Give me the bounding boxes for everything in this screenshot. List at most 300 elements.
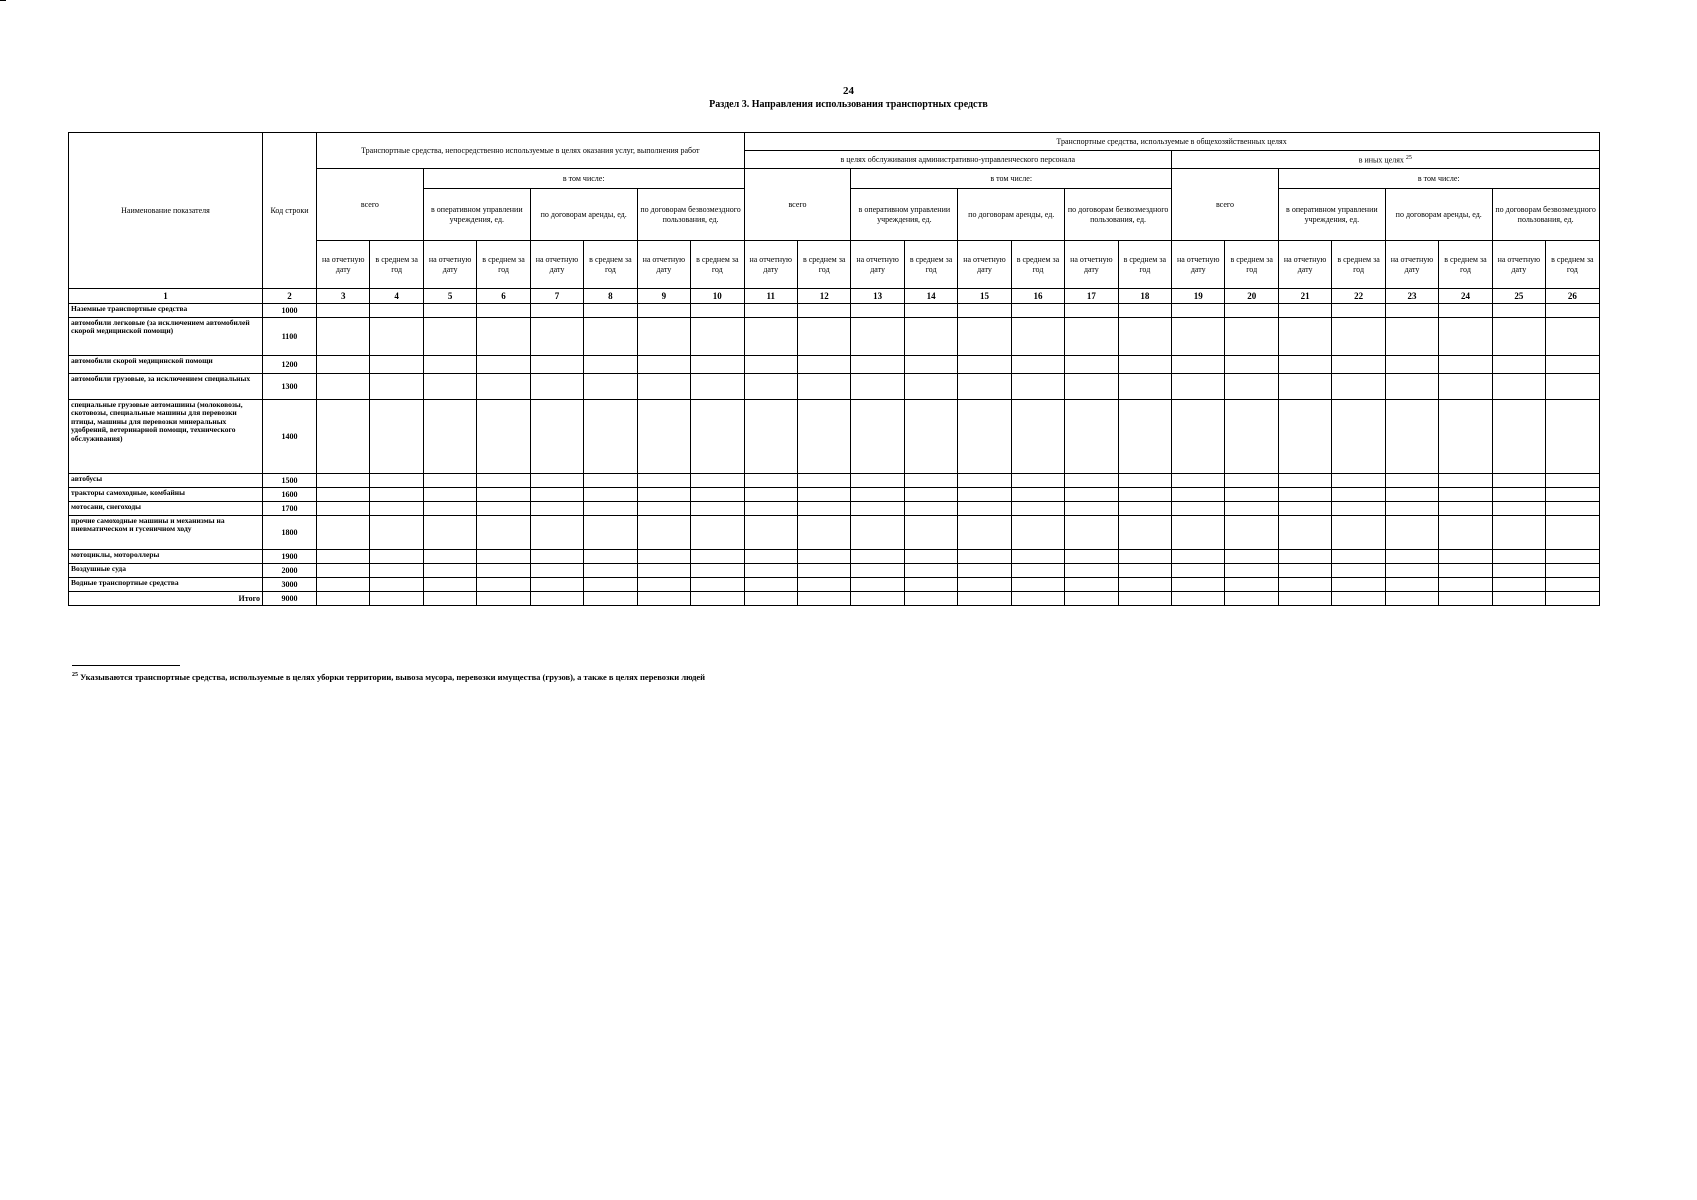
data-cell[interactable] bbox=[1118, 592, 1171, 606]
data-cell[interactable] bbox=[584, 304, 637, 318]
data-cell[interactable] bbox=[423, 516, 476, 550]
data-cell[interactable] bbox=[370, 564, 423, 578]
data-cell[interactable] bbox=[1065, 318, 1118, 356]
data-cell[interactable] bbox=[1278, 374, 1331, 400]
data-cell[interactable] bbox=[1385, 488, 1438, 502]
data-cell[interactable] bbox=[1278, 304, 1331, 318]
data-cell[interactable] bbox=[530, 318, 583, 356]
data-cell[interactable] bbox=[637, 318, 690, 356]
data-cell[interactable] bbox=[691, 400, 744, 474]
data-cell[interactable] bbox=[958, 516, 1011, 550]
data-cell[interactable] bbox=[851, 488, 904, 502]
data-cell[interactable] bbox=[691, 578, 744, 592]
data-cell[interactable] bbox=[1385, 550, 1438, 564]
data-cell[interactable] bbox=[1065, 564, 1118, 578]
data-cell[interactable] bbox=[691, 488, 744, 502]
data-cell[interactable] bbox=[744, 592, 797, 606]
data-cell[interactable] bbox=[958, 550, 1011, 564]
data-cell[interactable] bbox=[1546, 474, 1599, 488]
data-cell[interactable] bbox=[1439, 592, 1492, 606]
data-cell[interactable] bbox=[1225, 304, 1278, 318]
data-cell[interactable] bbox=[1439, 550, 1492, 564]
data-cell[interactable] bbox=[477, 578, 530, 592]
data-cell[interactable] bbox=[1492, 564, 1545, 578]
data-cell[interactable] bbox=[797, 564, 850, 578]
data-cell[interactable] bbox=[370, 474, 423, 488]
data-cell[interactable] bbox=[477, 318, 530, 356]
data-cell[interactable] bbox=[797, 516, 850, 550]
data-cell[interactable] bbox=[317, 374, 370, 400]
data-cell[interactable] bbox=[1546, 318, 1599, 356]
data-cell[interactable] bbox=[584, 578, 637, 592]
data-cell[interactable] bbox=[1385, 516, 1438, 550]
data-cell[interactable] bbox=[1439, 304, 1492, 318]
data-cell[interactable] bbox=[1172, 318, 1225, 356]
data-cell[interactable] bbox=[1118, 318, 1171, 356]
data-cell[interactable] bbox=[1225, 502, 1278, 516]
data-cell[interactable] bbox=[1011, 488, 1064, 502]
data-cell[interactable] bbox=[851, 400, 904, 474]
data-cell[interactable] bbox=[958, 474, 1011, 488]
data-cell[interactable] bbox=[797, 550, 850, 564]
data-cell[interactable] bbox=[1385, 356, 1438, 374]
data-cell[interactable] bbox=[1065, 304, 1118, 318]
data-cell[interactable] bbox=[1065, 502, 1118, 516]
data-cell[interactable] bbox=[1225, 400, 1278, 474]
data-cell[interactable] bbox=[744, 374, 797, 400]
data-cell[interactable] bbox=[317, 400, 370, 474]
data-cell[interactable] bbox=[904, 516, 957, 550]
data-cell[interactable] bbox=[904, 318, 957, 356]
data-cell[interactable] bbox=[851, 592, 904, 606]
data-cell[interactable] bbox=[958, 304, 1011, 318]
data-cell[interactable] bbox=[637, 474, 690, 488]
data-cell[interactable] bbox=[530, 304, 583, 318]
data-cell[interactable] bbox=[1065, 592, 1118, 606]
data-cell[interactable] bbox=[1439, 502, 1492, 516]
data-cell[interactable] bbox=[1172, 488, 1225, 502]
data-cell[interactable] bbox=[1332, 564, 1385, 578]
data-cell[interactable] bbox=[1225, 516, 1278, 550]
data-cell[interactable] bbox=[1065, 516, 1118, 550]
data-cell[interactable] bbox=[958, 488, 1011, 502]
data-cell[interactable] bbox=[958, 356, 1011, 374]
data-cell[interactable] bbox=[370, 578, 423, 592]
data-cell[interactable] bbox=[477, 550, 530, 564]
data-cell[interactable] bbox=[1011, 564, 1064, 578]
data-cell[interactable] bbox=[1385, 318, 1438, 356]
data-cell[interactable] bbox=[1439, 564, 1492, 578]
data-cell[interactable] bbox=[423, 550, 476, 564]
data-cell[interactable] bbox=[1332, 318, 1385, 356]
data-cell[interactable] bbox=[584, 374, 637, 400]
data-cell[interactable] bbox=[797, 356, 850, 374]
data-cell[interactable] bbox=[744, 550, 797, 564]
data-cell[interactable] bbox=[1065, 374, 1118, 400]
data-cell[interactable] bbox=[691, 502, 744, 516]
data-cell[interactable] bbox=[637, 592, 690, 606]
data-cell[interactable] bbox=[744, 474, 797, 488]
data-cell[interactable] bbox=[744, 488, 797, 502]
data-cell[interactable] bbox=[1118, 474, 1171, 488]
data-cell[interactable] bbox=[1065, 400, 1118, 474]
data-cell[interactable] bbox=[1278, 474, 1331, 488]
data-cell[interactable] bbox=[1439, 516, 1492, 550]
data-cell[interactable] bbox=[904, 502, 957, 516]
data-cell[interactable] bbox=[1011, 474, 1064, 488]
data-cell[interactable] bbox=[1546, 564, 1599, 578]
data-cell[interactable] bbox=[584, 502, 637, 516]
data-cell[interactable] bbox=[317, 578, 370, 592]
data-cell[interactable] bbox=[1546, 516, 1599, 550]
data-cell[interactable] bbox=[1492, 474, 1545, 488]
data-cell[interactable] bbox=[423, 488, 476, 502]
data-cell[interactable] bbox=[370, 400, 423, 474]
data-cell[interactable] bbox=[423, 578, 476, 592]
data-cell[interactable] bbox=[851, 502, 904, 516]
data-cell[interactable] bbox=[851, 516, 904, 550]
data-cell[interactable] bbox=[904, 304, 957, 318]
data-cell[interactable] bbox=[1278, 488, 1331, 502]
data-cell[interactable] bbox=[530, 374, 583, 400]
data-cell[interactable] bbox=[1492, 356, 1545, 374]
data-cell[interactable] bbox=[423, 502, 476, 516]
data-cell[interactable] bbox=[370, 304, 423, 318]
data-cell[interactable] bbox=[317, 474, 370, 488]
data-cell[interactable] bbox=[637, 564, 690, 578]
data-cell[interactable] bbox=[584, 564, 637, 578]
data-cell[interactable] bbox=[1011, 374, 1064, 400]
data-cell[interactable] bbox=[1546, 502, 1599, 516]
data-cell[interactable] bbox=[1225, 318, 1278, 356]
data-cell[interactable] bbox=[1332, 592, 1385, 606]
data-cell[interactable] bbox=[958, 318, 1011, 356]
data-cell[interactable] bbox=[1278, 502, 1331, 516]
data-cell[interactable] bbox=[1225, 550, 1278, 564]
data-cell[interactable] bbox=[1385, 564, 1438, 578]
data-cell[interactable] bbox=[1278, 400, 1331, 474]
data-cell[interactable] bbox=[851, 474, 904, 488]
data-cell[interactable] bbox=[904, 578, 957, 592]
data-cell[interactable] bbox=[1492, 374, 1545, 400]
data-cell[interactable] bbox=[744, 516, 797, 550]
data-cell[interactable] bbox=[691, 374, 744, 400]
data-cell[interactable] bbox=[904, 550, 957, 564]
data-cell[interactable] bbox=[1172, 502, 1225, 516]
data-cell[interactable] bbox=[904, 592, 957, 606]
data-cell[interactable] bbox=[1011, 502, 1064, 516]
data-cell[interactable] bbox=[477, 502, 530, 516]
data-cell[interactable] bbox=[1278, 516, 1331, 550]
data-cell[interactable] bbox=[1225, 356, 1278, 374]
data-cell[interactable] bbox=[691, 356, 744, 374]
data-cell[interactable] bbox=[370, 356, 423, 374]
data-cell[interactable] bbox=[797, 488, 850, 502]
data-cell[interactable] bbox=[691, 304, 744, 318]
data-cell[interactable] bbox=[744, 578, 797, 592]
data-cell[interactable] bbox=[1332, 304, 1385, 318]
data-cell[interactable] bbox=[317, 592, 370, 606]
data-cell[interactable] bbox=[797, 502, 850, 516]
data-cell[interactable] bbox=[1546, 304, 1599, 318]
data-cell[interactable] bbox=[584, 516, 637, 550]
data-cell[interactable] bbox=[744, 304, 797, 318]
data-cell[interactable] bbox=[477, 488, 530, 502]
data-cell[interactable] bbox=[317, 564, 370, 578]
data-cell[interactable] bbox=[584, 488, 637, 502]
data-cell[interactable] bbox=[1332, 516, 1385, 550]
data-cell[interactable] bbox=[1011, 304, 1064, 318]
data-cell[interactable] bbox=[530, 550, 583, 564]
data-cell[interactable] bbox=[797, 304, 850, 318]
data-cell[interactable] bbox=[1011, 318, 1064, 356]
data-cell[interactable] bbox=[691, 318, 744, 356]
data-cell[interactable] bbox=[1278, 578, 1331, 592]
data-cell[interactable] bbox=[530, 592, 583, 606]
data-cell[interactable] bbox=[370, 592, 423, 606]
data-cell[interactable] bbox=[1492, 318, 1545, 356]
data-cell[interactable] bbox=[637, 578, 690, 592]
data-cell[interactable] bbox=[1118, 374, 1171, 400]
data-cell[interactable] bbox=[477, 592, 530, 606]
data-cell[interactable] bbox=[370, 550, 423, 564]
data-cell[interactable] bbox=[1439, 578, 1492, 592]
data-cell[interactable] bbox=[370, 516, 423, 550]
data-cell[interactable] bbox=[477, 564, 530, 578]
data-cell[interactable] bbox=[744, 356, 797, 374]
data-cell[interactable] bbox=[477, 474, 530, 488]
data-cell[interactable] bbox=[1172, 474, 1225, 488]
data-cell[interactable] bbox=[317, 318, 370, 356]
data-cell[interactable] bbox=[477, 516, 530, 550]
data-cell[interactable] bbox=[1011, 516, 1064, 550]
data-cell[interactable] bbox=[1492, 592, 1545, 606]
data-cell[interactable] bbox=[530, 488, 583, 502]
data-cell[interactable] bbox=[1546, 374, 1599, 400]
data-cell[interactable] bbox=[851, 318, 904, 356]
data-cell[interactable] bbox=[851, 374, 904, 400]
data-cell[interactable] bbox=[958, 400, 1011, 474]
data-cell[interactable] bbox=[744, 502, 797, 516]
data-cell[interactable] bbox=[1118, 356, 1171, 374]
data-cell[interactable] bbox=[904, 474, 957, 488]
data-cell[interactable] bbox=[423, 304, 476, 318]
data-cell[interactable] bbox=[1492, 516, 1545, 550]
data-cell[interactable] bbox=[1385, 474, 1438, 488]
data-cell[interactable] bbox=[317, 304, 370, 318]
data-cell[interactable] bbox=[423, 592, 476, 606]
data-cell[interactable] bbox=[584, 592, 637, 606]
data-cell[interactable] bbox=[1065, 488, 1118, 502]
data-cell[interactable] bbox=[1172, 400, 1225, 474]
data-cell[interactable] bbox=[423, 564, 476, 578]
data-cell[interactable] bbox=[1546, 488, 1599, 502]
data-cell[interactable] bbox=[637, 400, 690, 474]
data-cell[interactable] bbox=[1225, 578, 1278, 592]
data-cell[interactable] bbox=[797, 592, 850, 606]
data-cell[interactable] bbox=[958, 374, 1011, 400]
data-cell[interactable] bbox=[1225, 488, 1278, 502]
data-cell[interactable] bbox=[317, 356, 370, 374]
data-cell[interactable] bbox=[584, 400, 637, 474]
data-cell[interactable] bbox=[317, 502, 370, 516]
data-cell[interactable] bbox=[370, 374, 423, 400]
data-cell[interactable] bbox=[1546, 592, 1599, 606]
data-cell[interactable] bbox=[1278, 318, 1331, 356]
data-cell[interactable] bbox=[691, 516, 744, 550]
data-cell[interactable] bbox=[797, 374, 850, 400]
data-cell[interactable] bbox=[637, 516, 690, 550]
data-cell[interactable] bbox=[370, 318, 423, 356]
data-cell[interactable] bbox=[1278, 564, 1331, 578]
data-cell[interactable] bbox=[691, 592, 744, 606]
data-cell[interactable] bbox=[1065, 550, 1118, 564]
data-cell[interactable] bbox=[904, 564, 957, 578]
data-cell[interactable] bbox=[1172, 578, 1225, 592]
data-cell[interactable] bbox=[797, 578, 850, 592]
data-cell[interactable] bbox=[423, 356, 476, 374]
data-cell[interactable] bbox=[477, 400, 530, 474]
data-cell[interactable] bbox=[797, 474, 850, 488]
data-cell[interactable] bbox=[1332, 488, 1385, 502]
data-cell[interactable] bbox=[1332, 356, 1385, 374]
data-cell[interactable] bbox=[423, 318, 476, 356]
data-cell[interactable] bbox=[530, 474, 583, 488]
data-cell[interactable] bbox=[958, 578, 1011, 592]
data-cell[interactable] bbox=[1439, 400, 1492, 474]
data-cell[interactable] bbox=[1172, 592, 1225, 606]
data-cell[interactable] bbox=[904, 400, 957, 474]
data-cell[interactable] bbox=[1065, 578, 1118, 592]
data-cell[interactable] bbox=[1439, 318, 1492, 356]
data-cell[interactable] bbox=[530, 564, 583, 578]
data-cell[interactable] bbox=[584, 550, 637, 564]
data-cell[interactable] bbox=[1278, 356, 1331, 374]
data-cell[interactable] bbox=[584, 474, 637, 488]
data-cell[interactable] bbox=[958, 502, 1011, 516]
data-cell[interactable] bbox=[530, 516, 583, 550]
data-cell[interactable] bbox=[584, 356, 637, 374]
data-cell[interactable] bbox=[1278, 550, 1331, 564]
data-cell[interactable] bbox=[1439, 488, 1492, 502]
data-cell[interactable] bbox=[1439, 374, 1492, 400]
data-cell[interactable] bbox=[1011, 550, 1064, 564]
data-cell[interactable] bbox=[477, 304, 530, 318]
data-cell[interactable] bbox=[1385, 502, 1438, 516]
data-cell[interactable] bbox=[1385, 400, 1438, 474]
data-cell[interactable] bbox=[530, 502, 583, 516]
data-cell[interactable] bbox=[1492, 304, 1545, 318]
data-cell[interactable] bbox=[1118, 304, 1171, 318]
data-cell[interactable] bbox=[1118, 488, 1171, 502]
data-cell[interactable] bbox=[1172, 564, 1225, 578]
data-cell[interactable] bbox=[1332, 550, 1385, 564]
data-cell[interactable] bbox=[1385, 304, 1438, 318]
data-cell[interactable] bbox=[744, 564, 797, 578]
data-cell[interactable] bbox=[1385, 592, 1438, 606]
data-cell[interactable] bbox=[1172, 374, 1225, 400]
data-cell[interactable] bbox=[797, 400, 850, 474]
data-cell[interactable] bbox=[1332, 474, 1385, 488]
data-cell[interactable] bbox=[637, 550, 690, 564]
data-cell[interactable] bbox=[1278, 592, 1331, 606]
data-cell[interactable] bbox=[1011, 578, 1064, 592]
data-cell[interactable] bbox=[1118, 550, 1171, 564]
data-cell[interactable] bbox=[1546, 550, 1599, 564]
data-cell[interactable] bbox=[637, 502, 690, 516]
data-cell[interactable] bbox=[477, 356, 530, 374]
data-cell[interactable] bbox=[744, 318, 797, 356]
data-cell[interactable] bbox=[1172, 550, 1225, 564]
data-cell[interactable] bbox=[851, 356, 904, 374]
data-cell[interactable] bbox=[851, 564, 904, 578]
data-cell[interactable] bbox=[1492, 550, 1545, 564]
data-cell[interactable] bbox=[530, 356, 583, 374]
data-cell[interactable] bbox=[1118, 400, 1171, 474]
data-cell[interactable] bbox=[691, 474, 744, 488]
data-cell[interactable] bbox=[1492, 502, 1545, 516]
data-cell[interactable] bbox=[958, 564, 1011, 578]
data-cell[interactable] bbox=[370, 502, 423, 516]
data-cell[interactable] bbox=[637, 356, 690, 374]
data-cell[interactable] bbox=[1118, 564, 1171, 578]
data-cell[interactable] bbox=[1492, 488, 1545, 502]
data-cell[interactable] bbox=[1225, 592, 1278, 606]
data-cell[interactable] bbox=[1332, 502, 1385, 516]
data-cell[interactable] bbox=[1225, 474, 1278, 488]
data-cell[interactable] bbox=[797, 318, 850, 356]
data-cell[interactable] bbox=[1172, 516, 1225, 550]
data-cell[interactable] bbox=[423, 374, 476, 400]
data-cell[interactable] bbox=[958, 592, 1011, 606]
data-cell[interactable] bbox=[1385, 374, 1438, 400]
data-cell[interactable] bbox=[1225, 564, 1278, 578]
data-cell[interactable] bbox=[1065, 356, 1118, 374]
data-cell[interactable] bbox=[1118, 502, 1171, 516]
data-cell[interactable] bbox=[1225, 374, 1278, 400]
data-cell[interactable] bbox=[530, 400, 583, 474]
data-cell[interactable] bbox=[851, 304, 904, 318]
data-cell[interactable] bbox=[1385, 578, 1438, 592]
data-cell[interactable] bbox=[1546, 578, 1599, 592]
data-cell[interactable] bbox=[744, 400, 797, 474]
data-cell[interactable] bbox=[370, 488, 423, 502]
data-cell[interactable] bbox=[423, 474, 476, 488]
data-cell[interactable] bbox=[1118, 516, 1171, 550]
data-cell[interactable] bbox=[637, 304, 690, 318]
data-cell[interactable] bbox=[851, 550, 904, 564]
data-cell[interactable] bbox=[1011, 356, 1064, 374]
data-cell[interactable] bbox=[1065, 474, 1118, 488]
data-cell[interactable] bbox=[904, 374, 957, 400]
data-cell[interactable] bbox=[317, 488, 370, 502]
data-cell[interactable] bbox=[584, 318, 637, 356]
data-cell[interactable] bbox=[1492, 400, 1545, 474]
data-cell[interactable] bbox=[904, 356, 957, 374]
data-cell[interactable] bbox=[637, 488, 690, 502]
data-cell[interactable] bbox=[1546, 400, 1599, 474]
data-cell[interactable] bbox=[1332, 374, 1385, 400]
data-cell[interactable] bbox=[1011, 592, 1064, 606]
data-cell[interactable] bbox=[317, 550, 370, 564]
data-cell[interactable] bbox=[423, 400, 476, 474]
data-cell[interactable] bbox=[317, 516, 370, 550]
data-cell[interactable] bbox=[530, 578, 583, 592]
data-cell[interactable] bbox=[637, 374, 690, 400]
data-cell[interactable] bbox=[1172, 304, 1225, 318]
data-cell[interactable] bbox=[1172, 356, 1225, 374]
data-cell[interactable] bbox=[1332, 400, 1385, 474]
